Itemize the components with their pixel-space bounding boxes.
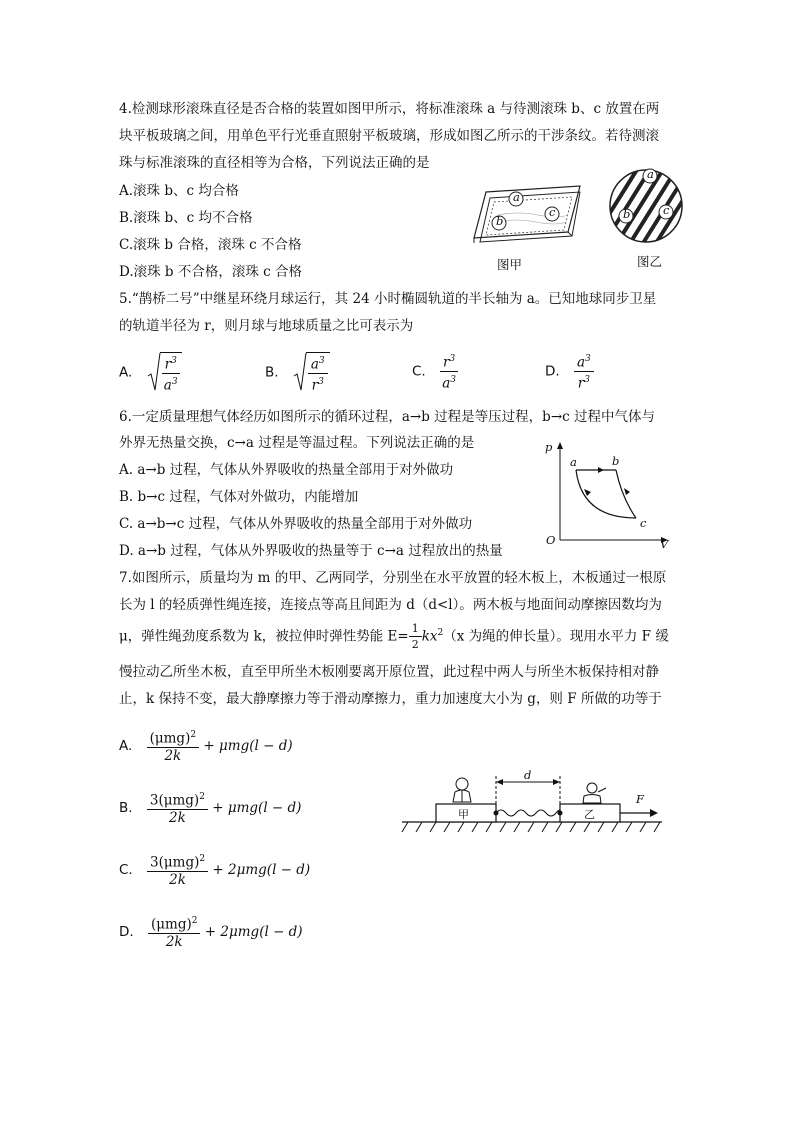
q5-a-den-exp: 3 (171, 376, 178, 387)
q7-line-2: 长为 l 的轻质弹性绳连接，连接点等高且间距为 d（d<l）。两木板与地面间动摩擦因数均为 (119, 597, 662, 613)
q7-option-c-fraction (147, 852, 208, 888)
q6-line-2: 外界无热量交换，c→a 过程是等温过程。下列说法正确的是 (119, 435, 475, 451)
q5-option-b (265, 352, 330, 393)
q6-option-d: D. a→b 过程，气体从外界吸收的热量等于 c→a 过程放出的热量 (119, 543, 503, 559)
q5-d-den: r (577, 375, 585, 391)
q6-line-1: 6.一定质量理想气体经历如图所示的循环过程，a→b 过程是等压过程，b→c 过程中气体与 (119, 409, 655, 425)
pv-diagram (540, 438, 670, 553)
q7-option-b-label: B. (119, 799, 133, 816)
ball-a-label: a (513, 190, 520, 204)
q5-option-d-label: D. (545, 363, 560, 380)
q7-line-3 (119, 621, 669, 653)
q4-option-d: D.滚珠 b 不合格，滚珠 c 合格 (119, 264, 303, 280)
q5-c-num-exp: 3 (449, 354, 456, 364)
q7-option-b (119, 790, 301, 826)
q7-fig-jia-label: 甲 (458, 808, 469, 821)
q7-half-num: 1 (409, 621, 422, 637)
figure-yi (608, 162, 684, 250)
ball-c-label: c (549, 205, 556, 219)
q5-a-num: r (164, 356, 172, 373)
q7-line-1: 7.如图所示，质量均为 m 的甲、乙两同学，分别坐在水平放置的轻木板上，木板通过一根原 (119, 570, 667, 586)
pv-axis-p: p (545, 440, 553, 454)
q5-c-den-exp: 3 (450, 374, 457, 385)
q7-fig-d-label: d (524, 768, 532, 782)
q5-line-1: 5.“鹊桥二号”中继星环绕月球运行，其 24 小时椭圆轨道的半长轴为 a。已知地球同步卫星 (119, 291, 657, 307)
q7-option-d-fraction (148, 914, 201, 950)
q5-a-den: a (163, 377, 172, 393)
q4-option-c: C.滚珠 b 合格，滚珠 c 不合格 (119, 237, 302, 253)
q6-option-c: C. a→b→c 过程，气体从外界吸收的热量全部用于对外做功 (119, 516, 473, 532)
q5-c-den: a (442, 375, 451, 391)
q7-c-num: 3(μmg) (150, 854, 200, 871)
pv-point-a: a (570, 455, 577, 469)
q7-line-4: 慢拉动乙所坐木板，直至甲所坐木板刚要离开原位置，此过程中两人与所坐木板保持相对静 (119, 664, 659, 680)
q5-c-num: r (443, 354, 450, 371)
q7-a-den: 2k (164, 747, 182, 764)
q7-d-num-sq: 2 (191, 916, 198, 926)
boards-spring-diagram (400, 770, 670, 835)
fringe-ball-a-label: a (647, 167, 654, 181)
interference-fringes-diagram (608, 162, 684, 250)
q7-a-tail: + μmg(l − d) (203, 737, 293, 754)
q7-d-num: (μmg) (150, 916, 192, 933)
pv-point-b: b (612, 454, 620, 468)
q5-d-num: a (576, 354, 586, 371)
q5-option-a (119, 352, 182, 393)
fringe-ball-c-label: c (663, 203, 670, 217)
q7-option-a-fraction (147, 728, 200, 764)
pv-axis-v: V (660, 537, 669, 551)
q5-option-d (545, 352, 594, 391)
glass-plates-diagram (468, 180, 588, 255)
q7-line-3a: μ，弹性绳劲度系数为 k，被拉伸时弹性势能 E= (119, 628, 409, 645)
q4-option-b: B.滚珠 b、c 均不合格 (119, 210, 253, 226)
q4-line-2: 块平板玻璃之间，用单色平行光垂直照射平板玻璃，形成如图乙所示的干涉条纹。若待测滚 (119, 128, 659, 144)
q5-b-den: r (311, 377, 319, 393)
pv-point-c: c (640, 516, 647, 530)
ball-b-label: b (496, 214, 504, 228)
q7-option-d-label: D. (119, 923, 134, 940)
q5-d-den-exp: 3 (584, 374, 590, 385)
q7-b-den: 2k (169, 809, 186, 826)
q7-b-num-sq: 2 (199, 792, 205, 802)
q7-c-num-sq: 2 (199, 854, 206, 864)
q5-option-a-formula (147, 352, 182, 393)
q5-d-num-exp: 3 (585, 354, 591, 364)
q5-option-b-label: B. (265, 364, 279, 381)
q7-fig-yi-label: 乙 (584, 808, 595, 821)
q7-line-3b: kx (421, 628, 438, 645)
q7-option-a (119, 728, 293, 764)
q7-c-den: 2k (169, 871, 186, 888)
q6-option-a: A. a→b 过程，气体从外界吸收的热量全部用于对外做功 (119, 462, 454, 478)
q7-option-c (119, 852, 310, 888)
q5-b-num: a (310, 356, 319, 373)
q7-d-den: 2k (165, 933, 183, 950)
q7-option-d (119, 914, 303, 950)
q4-line-1: 4.检测球形滚珠直径是否合格的装置如图甲所示，将标准滚珠 a 与待测滚珠 b、c 放置在两 (119, 101, 660, 117)
q7-half-den: 2 (411, 638, 419, 651)
q5-line-2: 的轨道半径为 r，则月球与地球质量之比可表示为 (119, 318, 414, 334)
q7-option-c-label: C. (119, 861, 133, 878)
q5-b-den-exp: 3 (318, 376, 324, 387)
q7-d-tail: + 2μmg(l − d) (204, 923, 303, 940)
q7-x-squared: 2 (437, 628, 444, 638)
q4-option-a: A.滚珠 b、c 均合格 (119, 183, 239, 199)
q7-option-b-fraction (147, 790, 208, 826)
q5-option-d-formula (574, 352, 594, 391)
q7-b-num: 3(μmg) (149, 792, 200, 809)
q5-option-b-formula (293, 352, 330, 393)
q7-b-tail: + μmg(l − d) (212, 799, 302, 816)
q6-option-b: B. b→c 过程，气体对外做功，内能增加 (119, 489, 359, 505)
q5-option-c-label: C. (412, 363, 426, 380)
q5-a-num-exp: 3 (171, 356, 177, 366)
q7-option-a-label: A. (119, 737, 133, 754)
q5-b-num-exp: 3 (318, 356, 325, 366)
q7-line-3c: （x 为绳的伸长量）。现用水平力 F 缓 (443, 628, 669, 645)
fringe-ball-b-label: b (623, 207, 631, 221)
q5-option-c (412, 352, 458, 391)
q7-figure (400, 770, 670, 835)
figure-jia-caption: 图甲 (497, 257, 523, 272)
q7-c-tail: + 2μmg(l − d) (212, 861, 311, 878)
q4-line-3: 珠与标准滚珠的直径相等为合格，下列说法正确的是 (119, 155, 430, 171)
q7-a-num-sq: 2 (190, 730, 197, 740)
q5-option-a-label: A. (119, 364, 133, 381)
pv-origin: O (546, 533, 556, 547)
q7-fig-f-label: F (636, 792, 644, 806)
q5-option-c-formula (440, 352, 458, 391)
pv-cycle-graph (540, 438, 670, 553)
q7-line-5: 止，k 保持不变，最大静摩擦力等于滑动摩擦力，重力加速度大小为 g，则 F 所做的功等于 (119, 691, 662, 707)
figure-yi-caption: 图乙 (637, 254, 663, 269)
figure-jia (468, 180, 588, 255)
q7-half-fraction (409, 621, 422, 653)
q7-a-num: (μmg) (149, 730, 191, 747)
